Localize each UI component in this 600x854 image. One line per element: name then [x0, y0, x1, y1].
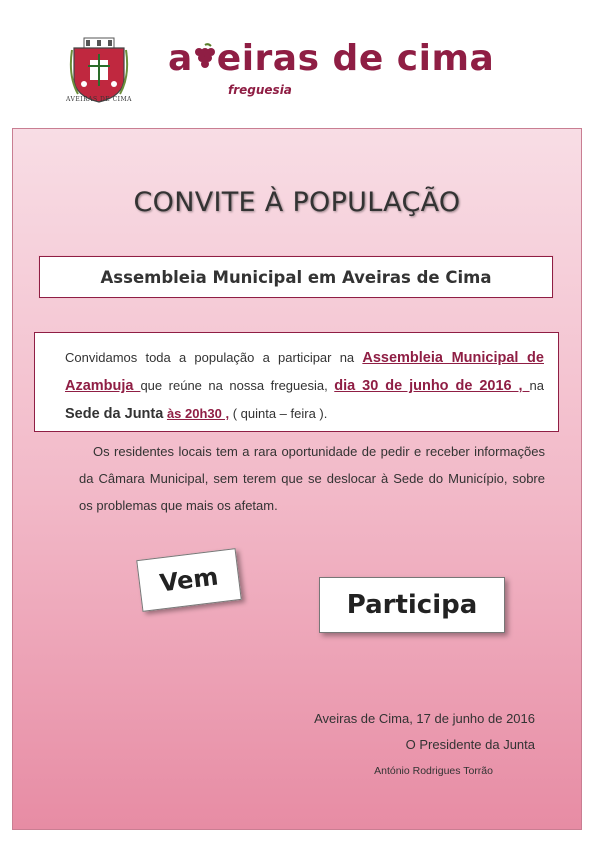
brand-wordmark: [168, 38, 494, 79]
crest-caption: AVEIRAS DE CIMA: [65, 96, 133, 103]
participa-label: Participa: [346, 590, 478, 620]
invite-date: dia 30 de junho de 2016 ,: [334, 378, 530, 394]
invite-sep1: na: [529, 378, 544, 393]
invite-weekday: ( quinta – feira ).: [229, 406, 328, 421]
invite-box: [34, 332, 559, 432]
body-paragraph: Os residentes locais tem a rara oportunidade de pedir e receber informações da Câmara Municipal, sem terem que se deslocar à Sede do Município, sobre os problemas que mais os afetam.: [79, 444, 545, 513]
brand-prefix: a: [168, 38, 193, 79]
letterhead: [0, 0, 600, 120]
invite-mid: que reúne na nossa freguesia,: [140, 378, 335, 393]
signoff-role: O Presidente da Junta: [405, 737, 535, 752]
signoff-name: António Rodrigues Torrão: [374, 765, 493, 777]
signoff: [314, 706, 535, 784]
poster-panel: [12, 128, 582, 830]
invite-intro: Convidamos toda a população a participar na: [65, 350, 363, 365]
subtitle-box: [39, 256, 553, 298]
grape-icon: [193, 43, 217, 73]
poster-title: CONVITE À POPULAÇÃO: [133, 187, 461, 218]
vem-card: [136, 548, 242, 612]
signoff-place-date: Aveiras de Cima, 17 de junho de 2016: [314, 711, 535, 726]
invite-time: às 20h30 ,: [166, 406, 230, 421]
invite-event: Assembleia Municipal de Azambuja: [65, 350, 544, 394]
poster-subtitle: Assembleia Municipal em Aveiras de Cima: [100, 267, 492, 287]
brand-subtitle: freguesia: [228, 83, 292, 97]
participa-card: [319, 577, 505, 633]
invite-place: Sede da Junta: [65, 406, 164, 422]
brand-rest: eiras de cima: [216, 38, 495, 79]
vem-label: Vem: [158, 562, 220, 598]
